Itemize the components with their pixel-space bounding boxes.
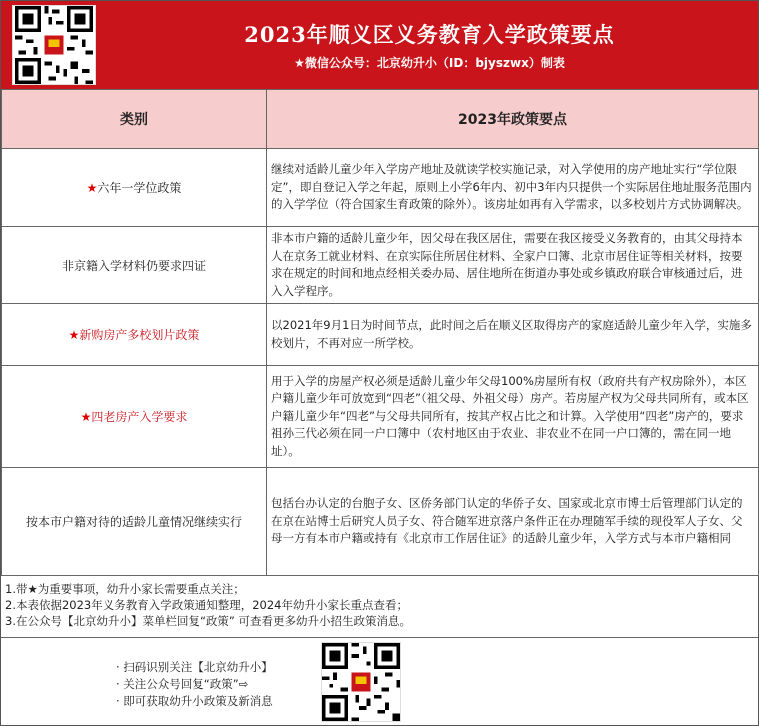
policy-table — [1, 89, 759, 576]
table-row — [2, 227, 759, 304]
category-label: 新购房产多校划片政策 — [79, 328, 200, 342]
category-cell — [2, 366, 267, 468]
table-row — [2, 366, 759, 468]
qr-code-icon[interactable] — [321, 642, 401, 722]
column-header-policy: 2023年政策要点 — [267, 90, 759, 149]
note-line: 3.在公众号【北京幼升小】菜单栏回复“政策” 可查看更多幼升小招生政策消息。 — [5, 614, 412, 628]
policy-cell: 继续对适龄儿童少年入学房产地址及就读学校实施记录，对入学使用的房产地址实行“学位限定”，即自登记入学之年起，原则上小学6年内、初中3年内只提供一个实际居住地址服务范围内的入学学位（符合国家生育政策的除外）。该房址如再有入学需求，以多校划片方式协调解决。 — [267, 149, 759, 227]
page-header — [1, 1, 758, 89]
guide-line: · 即可获取幼升小政策及新消息 — [116, 694, 273, 708]
follow-guide — [116, 659, 273, 710]
category-label: 非京籍入学材料仍要求四证 — [61, 258, 206, 273]
qr-code-icon — [12, 5, 96, 85]
table-row — [2, 468, 759, 576]
star-icon: ★ — [86, 181, 98, 195]
policy-cell: 用于入学的房屋产权必须是适龄儿童少年父母100%房屋所有权（政府共有产权房除外），本区户籍儿童少年可放宽到“四老”（祖父母、外祖父母）房产。若房屋产权为父母共同所有，或本区户籍儿童少年“四老”与父母共同所有，按其产权占比之和计算。入学使用“四老”房产的，要求祖孙三代必须在同一户口簿中（农村地区由于农业、非农业不在同一户口簿的，需在同一地址）。 — [267, 366, 759, 468]
policy-cell: 以2021年9月1日为时间节点，此时间之后在顺义区取得房产的家庭适龄儿童少年入学，实施多校划片，不再对应一所学校。 — [267, 304, 759, 366]
page-title: 2023年顺义区义务教育入学政策要点 — [244, 22, 615, 47]
category-cell — [2, 227, 267, 304]
star-icon: ★ — [68, 328, 80, 342]
star-icon: ★ — [80, 410, 92, 424]
table-header-row — [2, 90, 759, 149]
table-row — [2, 149, 759, 227]
guide-line: · 扫码识别关注【北京幼升小】 — [116, 660, 273, 674]
category-label: 按本市户籍对待的适龄儿童情况继续实行 — [25, 515, 242, 529]
divider — [1, 637, 758, 638]
policy-cell: 非本市户籍的适龄儿童少年，因父母在我区居住，需要在我区接受义务教育的，由其父母持本人在京务工就业材料、在京实际住所居住材料、全家户口簿、北京市居住证等相关材料，按要求在规定的时间和地点经相关委办局、居住地所在街道办事处或乡镇政府联合审核通过后，进入入学程序。 — [267, 227, 759, 304]
category-cell — [2, 304, 267, 366]
category-cell — [2, 149, 267, 227]
category-cell — [2, 468, 267, 576]
page-subtitle: ★微信公众号：北京幼升小（ID：bjyszwx）制表 — [294, 56, 565, 70]
category-label: 六年一学位政策 — [97, 181, 182, 195]
column-header-category: 类别 — [2, 90, 267, 149]
note-line: 1.带★为重要事项，幼升小家长需要重点关注； — [5, 582, 245, 596]
category-label: 四老房产入学要求 — [91, 410, 188, 424]
note-line: 2.本表依据2023年义务教育入学政策通知整理，2024年幼升小家长重点查看； — [5, 598, 409, 612]
table-row — [2, 304, 759, 366]
notes-section — [5, 581, 411, 629]
guide-line: · 关注公众号回复“政策”⇨ — [116, 677, 249, 691]
policy-cell: 包括台办认定的台胞子女、区侨务部门认定的华侨子女、国家或北京市博士后管理部门认定的在京在站博士后研究人员子女、符合随军进京落户条件正在办理随军手续的现役军人子女、父母一方有本市户籍或持有《北京市工作居住证》的适龄儿童少年，入学方式与本市户籍相同 — [267, 468, 759, 576]
